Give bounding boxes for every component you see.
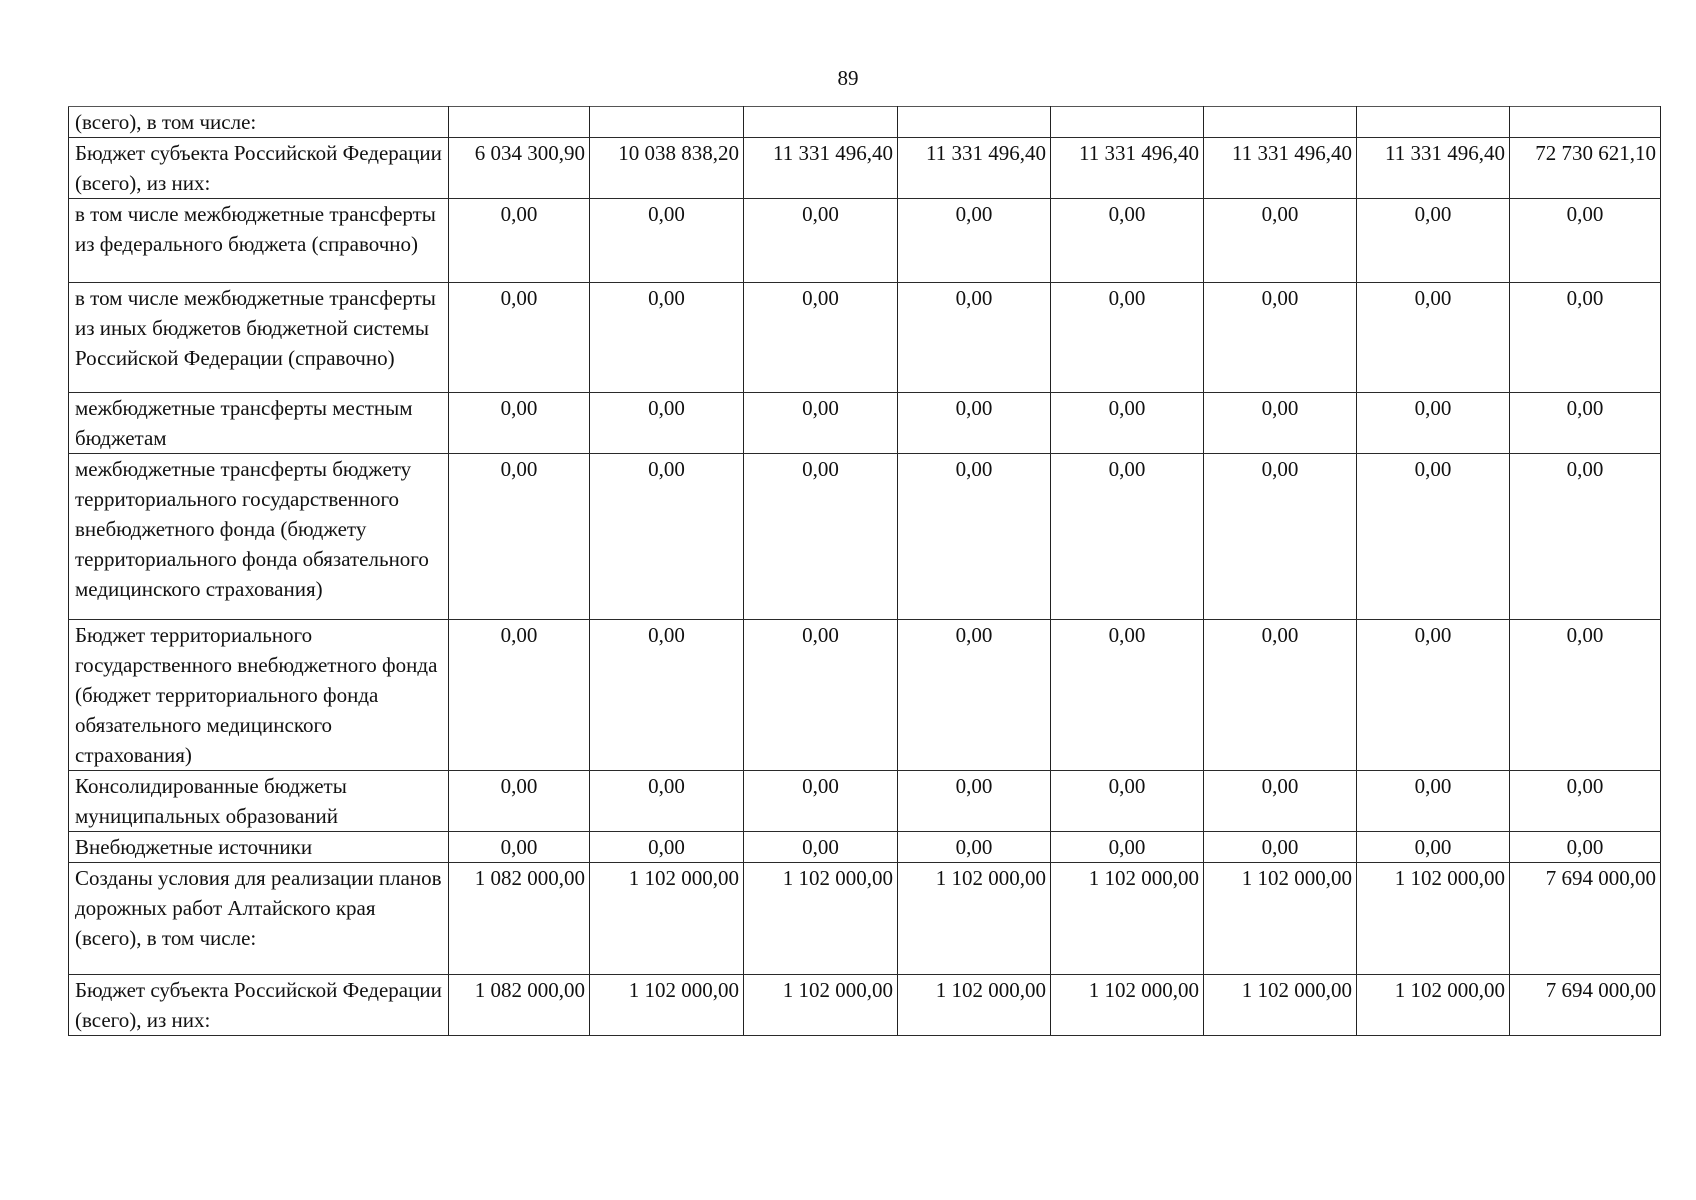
row-label: Консолидированные бюджеты муниципальных образований xyxy=(69,771,449,832)
value-cell: 1 102 000,00 xyxy=(590,975,744,1036)
value-cell: 0,00 xyxy=(449,620,590,771)
value-cell: 1 102 000,00 xyxy=(1204,863,1357,975)
value-cell: 0,00 xyxy=(590,393,744,454)
row-label: межбюджетные трансферты бюджету территориального государственного внебюджетного фонда (бюджету территориального фонда обязательного медицинского страхования) xyxy=(69,454,449,620)
value-cell xyxy=(898,107,1051,138)
value-cell: 0,00 xyxy=(1357,832,1510,863)
value-cell: 0,00 xyxy=(1204,832,1357,863)
value-cell: 0,00 xyxy=(449,283,590,393)
row-label: Бюджет субъекта Российской Федерации (всего), из них: xyxy=(69,975,449,1036)
value-cell: 0,00 xyxy=(1051,454,1204,620)
value-cell xyxy=(590,107,744,138)
value-cell xyxy=(1051,107,1204,138)
table-row xyxy=(69,975,1661,1036)
value-cell: 0,00 xyxy=(1204,620,1357,771)
value-cell: 0,00 xyxy=(590,832,744,863)
value-cell: 0,00 xyxy=(1051,393,1204,454)
value-cell: 0,00 xyxy=(744,771,898,832)
value-cell: 0,00 xyxy=(744,620,898,771)
row-label: Созданы условия для реализации планов дорожных работ Алтайского края (всего), в том числе: xyxy=(69,863,449,975)
value-cell: 0,00 xyxy=(1510,283,1661,393)
value-cell: 1 102 000,00 xyxy=(1204,975,1357,1036)
value-cell: 1 102 000,00 xyxy=(898,863,1051,975)
value-cell: 0,00 xyxy=(744,454,898,620)
value-cell: 0,00 xyxy=(1357,454,1510,620)
table-row xyxy=(69,620,1661,771)
value-cell: 0,00 xyxy=(744,283,898,393)
value-cell xyxy=(1510,107,1661,138)
value-cell: 0,00 xyxy=(1510,393,1661,454)
value-cell: 0,00 xyxy=(590,283,744,393)
value-cell: 0,00 xyxy=(1510,832,1661,863)
value-cell: 0,00 xyxy=(898,283,1051,393)
value-cell: 0,00 xyxy=(449,771,590,832)
table-row xyxy=(69,832,1661,863)
value-cell: 1 102 000,00 xyxy=(1051,863,1204,975)
value-cell: 0,00 xyxy=(1204,283,1357,393)
value-cell xyxy=(1357,107,1510,138)
value-cell: 1 102 000,00 xyxy=(744,863,898,975)
value-cell: 0,00 xyxy=(590,199,744,283)
page-number: 89 xyxy=(837,66,859,90)
value-cell: 0,00 xyxy=(590,620,744,771)
value-cell: 0,00 xyxy=(1357,393,1510,454)
value-cell: 0,00 xyxy=(449,199,590,283)
value-cell: 11 331 496,40 xyxy=(1357,138,1510,199)
value-cell: 0,00 xyxy=(1510,454,1661,620)
budget-table-body xyxy=(69,107,1661,1036)
value-cell: 0,00 xyxy=(898,454,1051,620)
value-cell: 7 694 000,00 xyxy=(1510,975,1661,1036)
value-cell: 7 694 000,00 xyxy=(1510,863,1661,975)
value-cell: 11 331 496,40 xyxy=(1204,138,1357,199)
value-cell: 10 038 838,20 xyxy=(590,138,744,199)
value-cell: 6 034 300,90 xyxy=(449,138,590,199)
value-cell: 0,00 xyxy=(898,199,1051,283)
value-cell: 1 102 000,00 xyxy=(590,863,744,975)
value-cell: 0,00 xyxy=(1357,283,1510,393)
value-cell: 1 102 000,00 xyxy=(1357,975,1510,1036)
table-row xyxy=(69,138,1661,199)
row-label: в том числе межбюджетные трансферты из федерального бюджета (справочно) xyxy=(69,199,449,283)
value-cell: 1 102 000,00 xyxy=(898,975,1051,1036)
value-cell: 0,00 xyxy=(898,620,1051,771)
value-cell: 11 331 496,40 xyxy=(1051,138,1204,199)
value-cell: 0,00 xyxy=(1051,283,1204,393)
value-cell: 0,00 xyxy=(744,199,898,283)
row-label: Внебюджетные источники xyxy=(69,832,449,863)
value-cell: 0,00 xyxy=(590,771,744,832)
table-row xyxy=(69,863,1661,975)
table-row xyxy=(69,771,1661,832)
value-cell: 0,00 xyxy=(1357,620,1510,771)
value-cell: 11 331 496,40 xyxy=(744,138,898,199)
value-cell: 0,00 xyxy=(449,393,590,454)
table-row xyxy=(69,199,1661,283)
value-cell: 0,00 xyxy=(1204,393,1357,454)
value-cell: 0,00 xyxy=(1051,832,1204,863)
value-cell: 0,00 xyxy=(449,832,590,863)
value-cell: 0,00 xyxy=(1510,199,1661,283)
value-cell: 1 082 000,00 xyxy=(449,863,590,975)
value-cell: 0,00 xyxy=(1510,620,1661,771)
table-row xyxy=(69,283,1661,393)
table-row xyxy=(69,393,1661,454)
table-row xyxy=(69,107,1661,138)
row-label: в том числе межбюджетные трансферты из иных бюджетов бюджетной системы Российской Федерации (справочно) xyxy=(69,283,449,393)
value-cell: 0,00 xyxy=(1051,620,1204,771)
value-cell: 0,00 xyxy=(1051,771,1204,832)
value-cell: 72 730 621,10 xyxy=(1510,138,1661,199)
value-cell: 11 331 496,40 xyxy=(898,138,1051,199)
table-row xyxy=(69,454,1661,620)
value-cell xyxy=(744,107,898,138)
value-cell: 0,00 xyxy=(449,454,590,620)
value-cell: 0,00 xyxy=(1357,771,1510,832)
value-cell: 1 102 000,00 xyxy=(1357,863,1510,975)
value-cell: 0,00 xyxy=(744,832,898,863)
value-cell: 0,00 xyxy=(590,454,744,620)
row-label: межбюджетные трансферты местным бюджетам xyxy=(69,393,449,454)
value-cell: 0,00 xyxy=(898,832,1051,863)
budget-table xyxy=(68,106,1661,1036)
value-cell: 0,00 xyxy=(1510,771,1661,832)
value-cell: 0,00 xyxy=(898,393,1051,454)
value-cell: 0,00 xyxy=(744,393,898,454)
value-cell: 0,00 xyxy=(1204,771,1357,832)
row-label: Бюджет субъекта Российской Федерации (всего), из них: xyxy=(69,138,449,199)
value-cell xyxy=(1204,107,1357,138)
value-cell: 0,00 xyxy=(898,771,1051,832)
value-cell: 0,00 xyxy=(1204,454,1357,620)
row-label: (всего), в том числе: xyxy=(69,107,449,138)
value-cell: 1 082 000,00 xyxy=(449,975,590,1036)
value-cell: 1 102 000,00 xyxy=(744,975,898,1036)
value-cell xyxy=(449,107,590,138)
value-cell: 1 102 000,00 xyxy=(1051,975,1204,1036)
value-cell: 0,00 xyxy=(1204,199,1357,283)
value-cell: 0,00 xyxy=(1051,199,1204,283)
row-label: Бюджет территориального государственного внебюджетного фонда (бюджет территориального фонда обязательного медицинского страхования) xyxy=(69,620,449,771)
value-cell: 0,00 xyxy=(1357,199,1510,283)
